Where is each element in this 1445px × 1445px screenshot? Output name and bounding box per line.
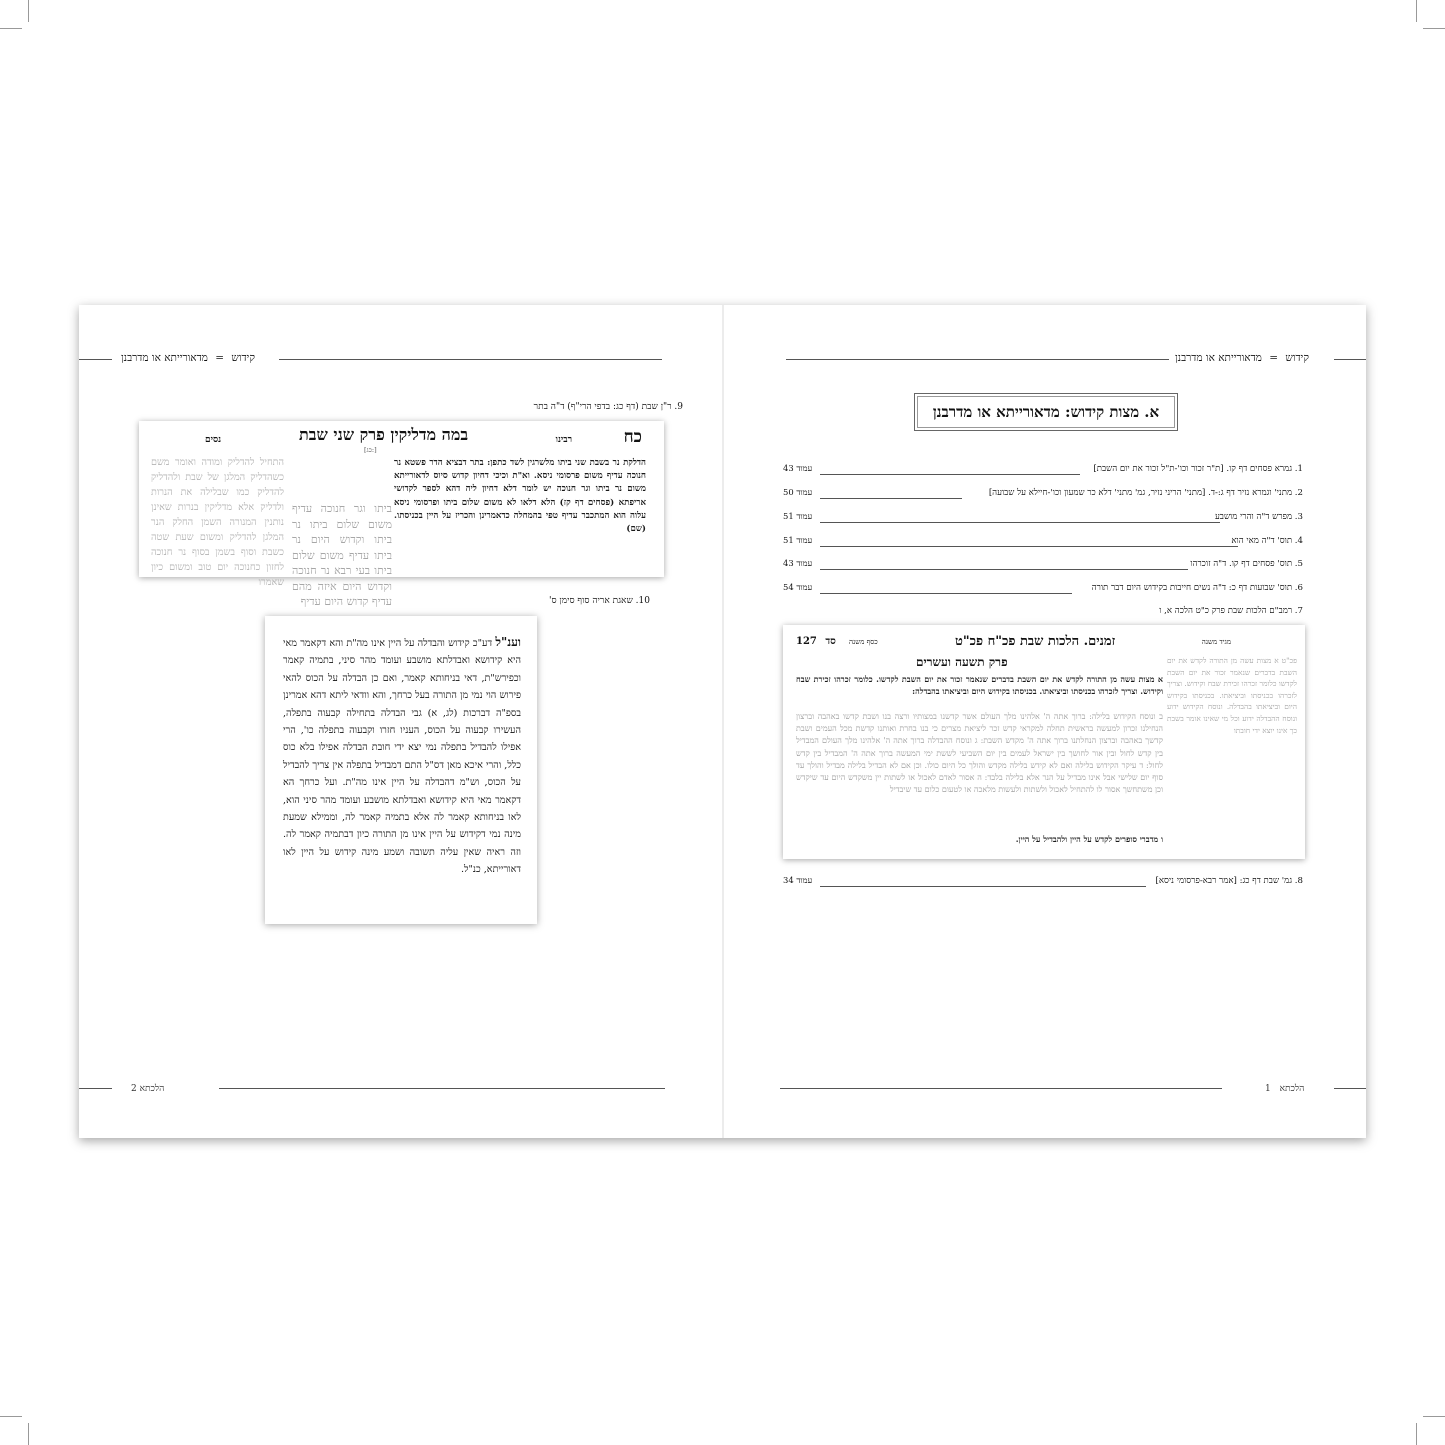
mishna-text-halacha-1: א מצות עשה מן התורה לקדש את יום השבת בדברים שנאמר זכור את יום השבת לקדשו. כלומר זכרהו זכירת שבח וקידוש. וצריך לזכרהו בכניסתו וביציאתו. בכניסתו בקידוש היום וביציאתו בהבדלה: bbox=[796, 674, 1163, 697]
source-leader bbox=[820, 522, 1220, 523]
header-rule bbox=[786, 359, 1169, 360]
page-folio bbox=[1265, 1083, 1304, 1094]
header-rule bbox=[79, 359, 112, 360]
source-page-ref: עמוד 34 bbox=[783, 875, 813, 885]
source-page-ref: עמוד 54 bbox=[783, 582, 813, 592]
source-item-7: 7. רמב"ם הלכות שבת פרק כ"ט הלכה א, ו bbox=[1159, 606, 1303, 616]
folio-book: הלכתא bbox=[1279, 1084, 1305, 1094]
running-head-separator: = bbox=[1269, 352, 1279, 364]
source-leader bbox=[820, 886, 1146, 887]
running-head-separator: = bbox=[215, 352, 225, 364]
header-rule bbox=[279, 359, 662, 360]
source-leader bbox=[820, 569, 1188, 570]
source-page-ref: עמוד 43 bbox=[783, 558, 813, 568]
mishna-text-halacha-6: ו מדברי סופרים לקדש על היין ולהבדיל על היין. bbox=[1015, 834, 1163, 844]
book-spread bbox=[79, 305, 1366, 1138]
source-item-8: 8. גמ' שבת דף כג: [אמר רבא-פרסומי ניסא] bbox=[1155, 876, 1303, 886]
footer-rule bbox=[780, 1088, 1222, 1089]
left-page bbox=[79, 305, 722, 1138]
mishna-chapter-title: פרק תשעה ועשרים bbox=[916, 655, 1008, 669]
running-head-section: קידוש bbox=[231, 352, 255, 364]
quoted-source-box bbox=[265, 616, 537, 924]
quote-opening-word: וענ"ל bbox=[495, 635, 521, 649]
running-head bbox=[121, 352, 255, 364]
quoted-source-text bbox=[283, 634, 521, 879]
header-rule bbox=[1334, 359, 1366, 360]
crop-mark bbox=[1423, 28, 1445, 29]
section-title-box bbox=[914, 393, 1178, 431]
page-folio bbox=[125, 1083, 164, 1094]
crop-mark bbox=[1416, 0, 1417, 22]
mishna-page-number bbox=[796, 636, 836, 647]
footer-rule bbox=[219, 1088, 665, 1089]
rashi-commentary: התחיל להדליק ומודה ואומר משם כשהדליק המלגן של שבת ולהדליק להדליק כמו שבלילה את הנרות ולדליק אלא מדליקין בנרות שאינן נותנין המנורה השמן החלק הנר המלגן להדליק ומשום שעת שטה כשבת וסוף בשמן בסוף נר חנוכה לחזון כחנוכה יום טוב ומשום כיון שאמרו bbox=[151, 457, 284, 588]
magid-mishneh-commentary: פכ"ט א מצות עשה מן התורה לקדש את יום השבת בדברים שנאמר זכור את יום השבת לקדשו כלומר זכרהו זכירת שבח וקידוש. וצריך לזכרהו בכניסתו וביציאתו. בכניסתו בקידוש היום וביציאתו בהבדלה. ונוסח הקידוש ידוע ונוסח ההבדלה ידוע וכל מי שאינו אומר בשבת כך אינו יוצא ידי חובתו bbox=[1167, 656, 1297, 735]
source-leader bbox=[820, 474, 1080, 475]
running-head-title: מדאורייתא או מדרבנן bbox=[1175, 352, 1262, 364]
mishna-seder: סד bbox=[825, 636, 836, 647]
rishon-commentary: הדלקת נר בשבת שני ביתו מלשרגין לשד כתפן: בתר דבציא הדר פשטא נר חנוכה עדיף משום פרסומי ניסא. וא"ת וכיכי דחיון קדוש סיוס לדאורייתא משום נר ביתו וגר חנוכה יש לומר דלא דחיון ליה דהא לספר לקדושי אריפתא (פסחים דף קז) הלא דלאו לא משום שלום ביתו ופרסומי ניסא עלוה הוא המתכבר עדיף טפי בהמחלה כדאמרינן והכריז על היין בכניסתו. (שם) bbox=[394, 458, 646, 535]
magid-mishneh-label: מגיד משנה bbox=[1201, 638, 1231, 646]
quote-text: דע"כ קידוש והבדלה על היין אינו מה"ת והא דקאמר מאי היא קידושא ואבדלתא מושבע ועומד מהר סיני, בתמיה קאמר וכפירש"ת, דאי בניחותא קאמר, ואם כן הבדלה על הכוס להאי פירוש הוי נמי מן התורה בעל כרחך, והא וודאי ליתא דהא אמרינן בספ"ה דברכות (לג, א) גבי הבדלה בתחילה קבעוה בתפלה, העשירו קבעוה על הכוס, העניו חזרו וקבעוה בתפלה כו', הרי אפילו להבדיל בתפלה נמי יצא ידי חובת הבדלה אפילו בלא כוס כלל, והרי איכא מאן דס"ל התם דמבדיל בתפלה אין צריך להבדיל על הכוס, וש"מ דהבדלה על היין אינו מה"ת. ועל כרחך הא דקאמר מאי היא קידושא ואבדלתא מושבע ועומד מהר סיני הוא, לאו בניחותא קאמר לה אלא בתמיה קאמר לה, וממילא שמעת מינה נמי דקידוש על היין אינו מן התורה כיון דבתמיה קאמר לה. וזה ראיה שאין עליה תשובה ושמע מינה קידוש על היין לאו דאורייתא, כנ"ל. bbox=[283, 638, 521, 876]
source-page-ref: עמוד 43 bbox=[783, 463, 813, 473]
folio-number: 1 bbox=[1265, 1084, 1271, 1094]
crop-mark bbox=[1423, 1416, 1445, 1417]
talmud-ref: [כג:] bbox=[364, 446, 377, 454]
crop-mark bbox=[28, 1423, 29, 1445]
running-head bbox=[1175, 352, 1309, 364]
crop-mark bbox=[28, 0, 29, 22]
source-item-1: 1. גמרא פסחים דף קו. [ת"ר זכור וכו'-ת"ל זכור את יום השבת] bbox=[1093, 464, 1303, 474]
talmud-chapter-heading: במה מדליקין פרק שני שבת bbox=[299, 425, 469, 444]
footer-rule bbox=[1334, 1088, 1366, 1089]
talmud-daf-number: כח bbox=[623, 427, 642, 447]
crop-mark bbox=[0, 1416, 22, 1417]
mishna-text-continued: ב ונוסח הקידוש בלילה: ברוך אתה ה' אלהינו מלך העולם אשר קדשנו במצותיו ורצה בנו ושבת קדשו באהבה וברצון הנחילנו זכרון למעשה בראשית תחלה למקראי קדש זכר ליציאת מצרים כי בנו בחרת ואותנו קדשת מכל העמים ושבת קדשך באהבה וברצון הנחלתנו ברוך אתה ה' מקדש השבת: ג ונוסח ההבדלה ברוך אתה ה' אלהינו מלך העולם המבדיל בין קדש לחול ובין אור לחושך בין ישראל לעמים בין יום השביעי לששת ימי המעשה ברוך אתה ה' המבדיל בין קדש לחול: ד עיקר הקידוש בלילה ואם לא קידש בלילה מקדש והולך כל היום כולו. וכן אם לא הבדיל בלילה מבדיל והולך עד סוף יום שלישי אבל אינו מבדיל על הנר אלא בלילה בלבד: ה אסור לאדם לאכול או לשתות יין משקדש היום עד שיקדש וכן משתחשך אסור לו להתחיל לאכול ולשתות ולעשות מלאכה או לטעום כלום עד שיבדיל bbox=[796, 712, 1164, 795]
source-item-3: 3. מפרש ד"ה והרי מושבע bbox=[1214, 512, 1303, 522]
note-9-heading: 9. ר"ן שבת (דף כג: בדפי הרי"ף) ד"ה בתר bbox=[533, 402, 683, 412]
section-title: א. מצות קידוש: מדאורייתא או מדרבנן bbox=[932, 403, 1160, 421]
running-head-title: מדאורייתא או מדרבנן bbox=[121, 352, 208, 364]
source-page-ref: עמוד 50 bbox=[783, 487, 813, 497]
source-page-ref: עמוד 51 bbox=[783, 535, 813, 545]
talmud-corner-label: נסים bbox=[205, 435, 222, 445]
crop-mark bbox=[1416, 1423, 1417, 1445]
folio-book: הלכתא bbox=[139, 1084, 165, 1094]
source-leader bbox=[820, 498, 962, 499]
source-item-4: 4. תוס' ד"ה מאי הוא bbox=[1231, 536, 1303, 546]
source-page-ref: עמוד 51 bbox=[783, 511, 813, 521]
talmud-rishon-label: רבינו bbox=[555, 435, 572, 445]
crop-mark bbox=[0, 28, 22, 29]
source-item-6: 6. תוס' שבועות דף כ: ד"ה נשים חייבות בקידוש היום דבר תורה bbox=[1091, 583, 1303, 593]
source-leader bbox=[820, 546, 1238, 547]
source-leader bbox=[820, 593, 1072, 594]
mishna-page: 127 bbox=[796, 636, 817, 647]
source-item-5: 5. תוס' פסחים דף קו. ד"ה זוכרהו bbox=[1190, 559, 1303, 569]
running-head-section: קידוש bbox=[1285, 352, 1309, 364]
source-item-2: 2. מתני' וגמרא נזיר דף ג:-ד. [מתני' הריני נזיר, גמ' מתני' דלא כר שמעון וכו'-חיילא על שבועה] bbox=[988, 488, 1303, 498]
talmud-main-text: ביתו וגר חנוכה עדיף משום שלום ביתו נר ביתו וקדוש היום נר ביתו עדיף משום שלום ביתו בעי רבא נר חנוכה וקדוש היום איזה מהם עדיף קדוש היום עדיף bbox=[292, 502, 392, 608]
note-10-heading: 10. שאגת אריה סוף סימן ס' bbox=[549, 596, 650, 606]
kesef-mishneh-label: כסף משנה bbox=[849, 638, 878, 646]
mishna-heading: זמנים. הלכות שבת פכ"ח פכ"ט bbox=[955, 634, 1116, 649]
folio-number: 2 bbox=[131, 1084, 137, 1094]
mishneh-torah-excerpt bbox=[783, 625, 1305, 859]
right-page bbox=[724, 305, 1366, 1138]
footer-rule bbox=[79, 1088, 112, 1089]
